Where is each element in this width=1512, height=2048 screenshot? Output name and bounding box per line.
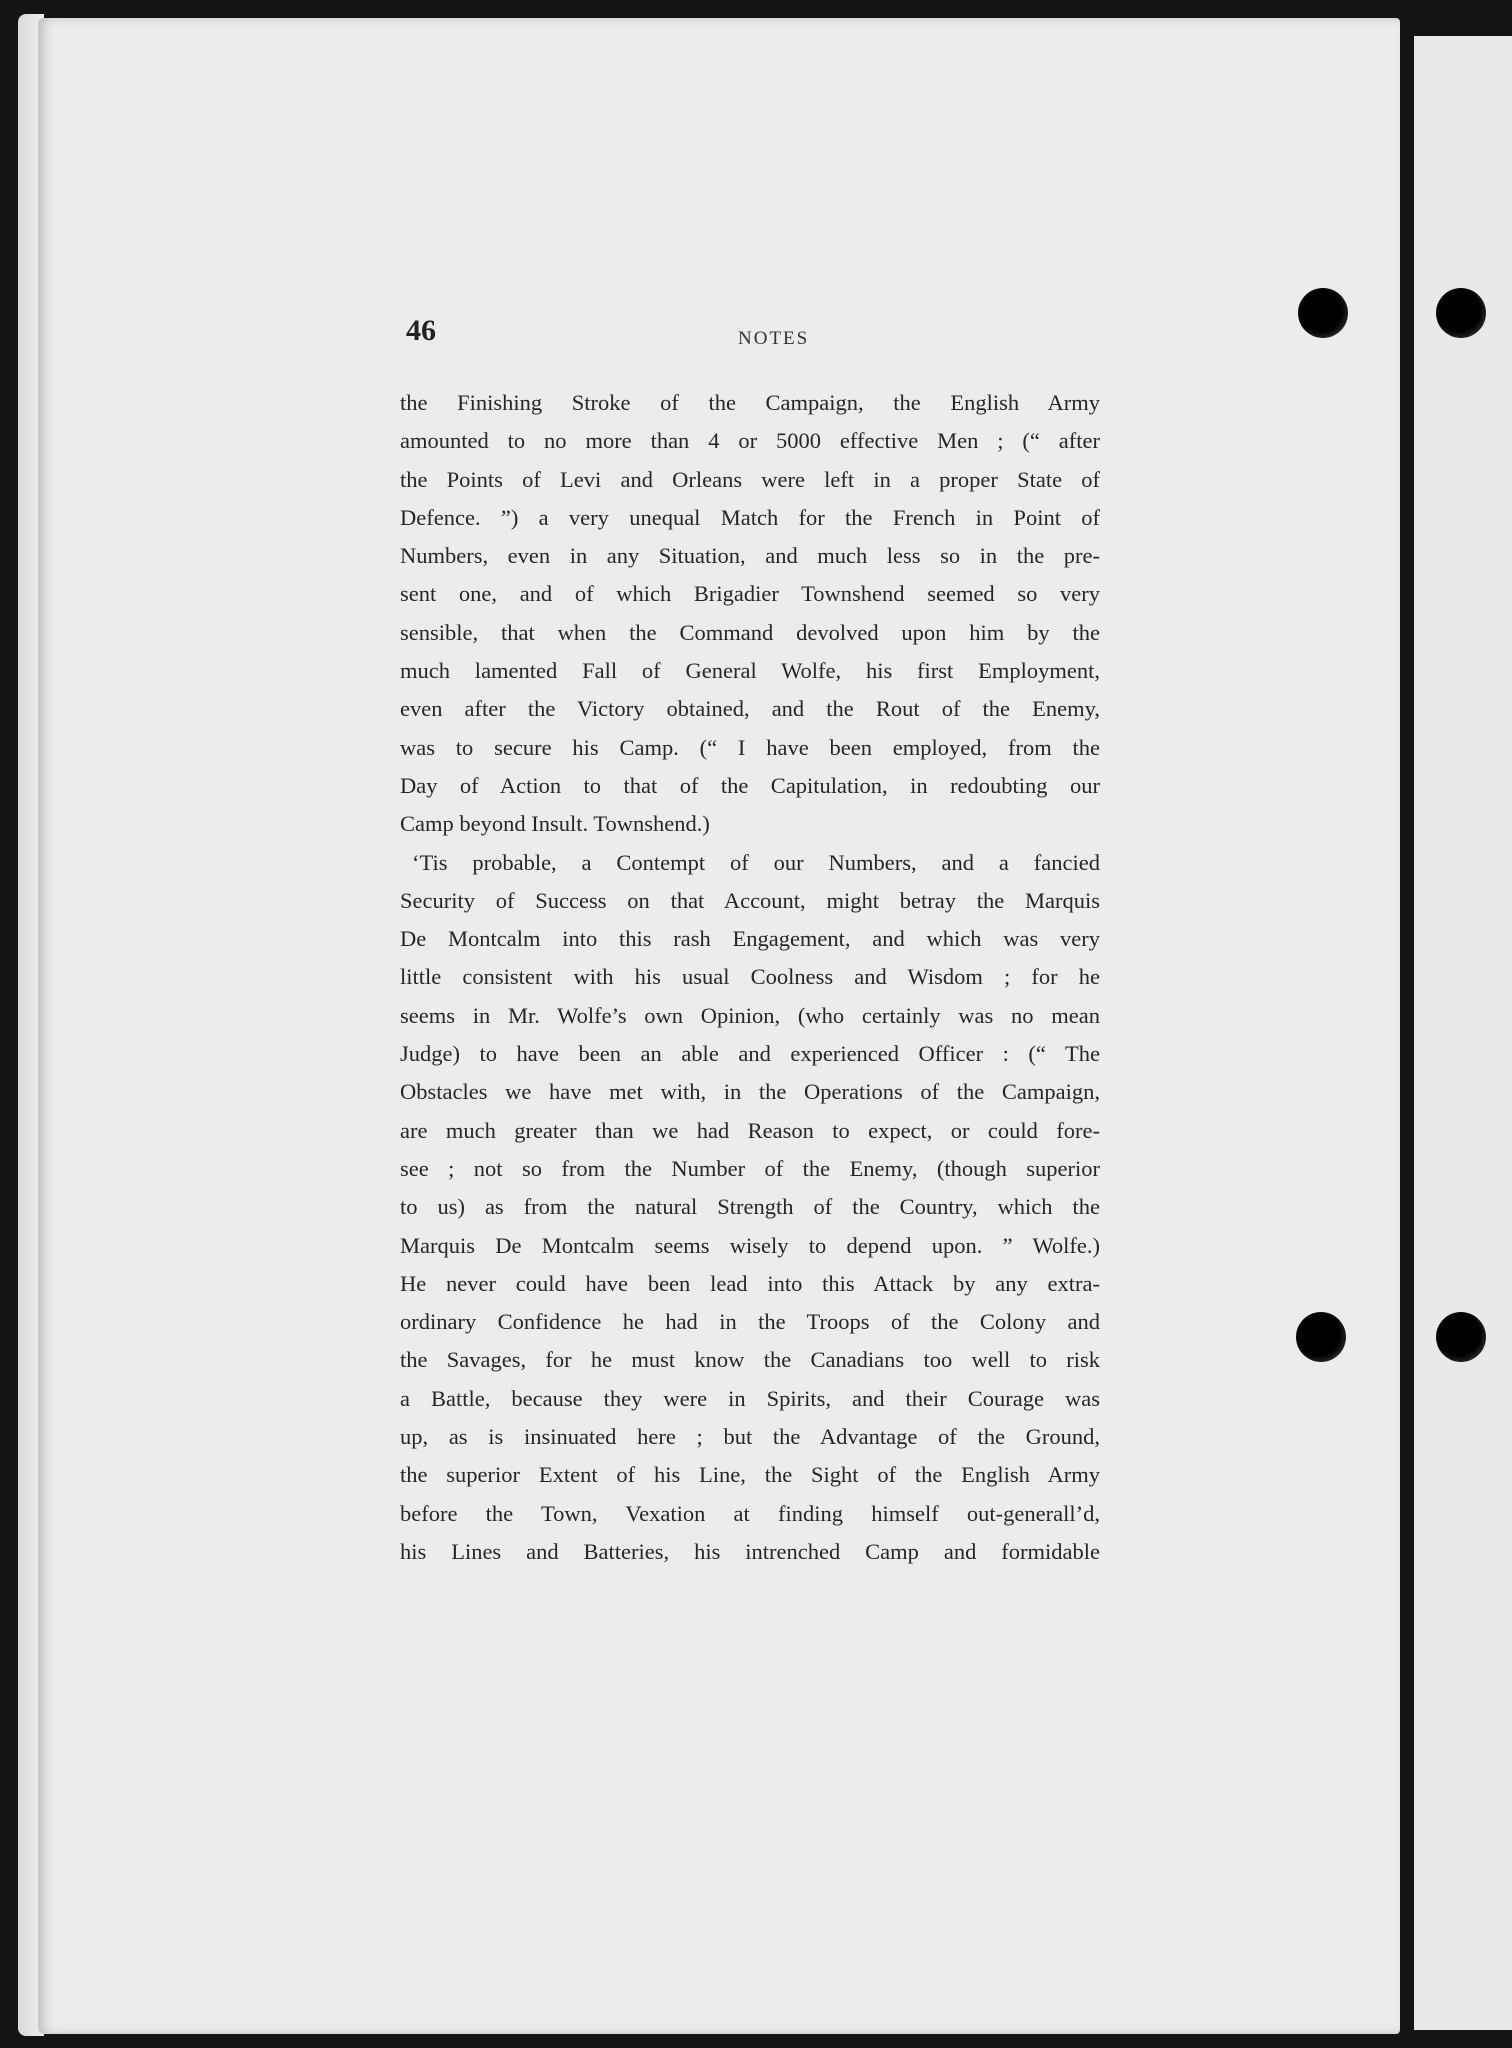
text-line: Defence. ”) a very unequal Match for the French in Point of: [400, 504, 1100, 530]
text-line: a Battle, because they were in Spirits, and their Courage was: [400, 1385, 1100, 1411]
text-line: Judge) to have been an able and experienced Officer : (“ The: [400, 1041, 1100, 1067]
text-line: Security of Success on that Account, might betray the Marquis: [400, 887, 1100, 913]
paragraph-1: [400, 384, 1100, 844]
text-line: much lamented Fall of General Wolfe, his first Employment,: [400, 658, 1100, 684]
page-number: 46: [406, 314, 436, 347]
binding-hole-top-right: [1436, 288, 1486, 338]
text-line: up, as is insinuated here ; but the Advantage of the Ground,: [400, 1424, 1100, 1450]
text-line: the Points of Levi and Orleans were left in a proper State of: [400, 466, 1100, 492]
binding-hole-bottom-left: [1296, 1312, 1346, 1362]
text-line: the superior Extent of his Line, the Sight of the English Army: [400, 1462, 1100, 1488]
text-line: the Savages, for he must know the Canadians too well to risk: [400, 1347, 1100, 1373]
text-line: seems in Mr. Wolfe’s own Opinion, (who certainly was no mean: [400, 1002, 1100, 1028]
text-line: De Montcalm into this rash Engagement, and which was very: [400, 926, 1100, 952]
text-line: Numbers, even in any Situation, and much less so in the pre-: [400, 543, 1100, 569]
binding-hole-top-left: [1298, 288, 1348, 338]
text-line: before the Town, Vexation at finding himself out-generall’d,: [400, 1500, 1100, 1526]
text-line: are much greater than we had Reason to expect, or could fore-: [400, 1117, 1100, 1143]
text-line: was to secure his Camp. (“ I have been employed, from the: [400, 734, 1100, 760]
text-line: the Finishing Stroke of the Campaign, the English Army: [400, 390, 1100, 415]
text-line: Camp beyond Insult. Townshend.): [400, 811, 710, 837]
text-line: Obstacles we have met with, in the Operations of the Campaign,: [400, 1079, 1100, 1105]
text-line: He never could have been lead into this Attack by any extra-: [400, 1270, 1100, 1296]
body-text: [400, 384, 1100, 1571]
running-head: NOTES: [738, 328, 810, 349]
text-line: sensible, that when the Command devolved upon him by the: [400, 619, 1100, 645]
text-line: Day of Action to that of the Capitulation, in redoubting our: [400, 772, 1100, 798]
binding-hole-bottom-right: [1436, 1312, 1486, 1362]
text-line: amounted to no more than 4 or 5000 effective Men ; (“ after: [400, 428, 1100, 454]
text-line: ‘Tis probable, a Contempt of our Numbers, and a fancied: [412, 849, 1100, 875]
text-line: ordinary Confidence he had in the Troops of the Colony and: [400, 1309, 1100, 1335]
text-line: even after the Victory obtained, and the Rout of the Enemy,: [400, 696, 1100, 722]
text-line: little consistent with his usual Coolness and Wisdom ; for he: [400, 964, 1100, 990]
text-line: Marquis De Montcalm seems wisely to depend upon. ” Wolfe.): [400, 1232, 1100, 1258]
text-line: to us) as from the natural Strength of the Country, which the: [400, 1194, 1100, 1220]
text-line: sent one, and of which Brigadier Townshend seemed so very: [400, 581, 1100, 607]
text-line: see ; not so from the Number of the Enemy, (though superior: [400, 1155, 1100, 1181]
text-line: his Lines and Batteries, his intrenched Camp and formidable: [400, 1538, 1100, 1564]
paragraph-2: [400, 844, 1100, 1572]
